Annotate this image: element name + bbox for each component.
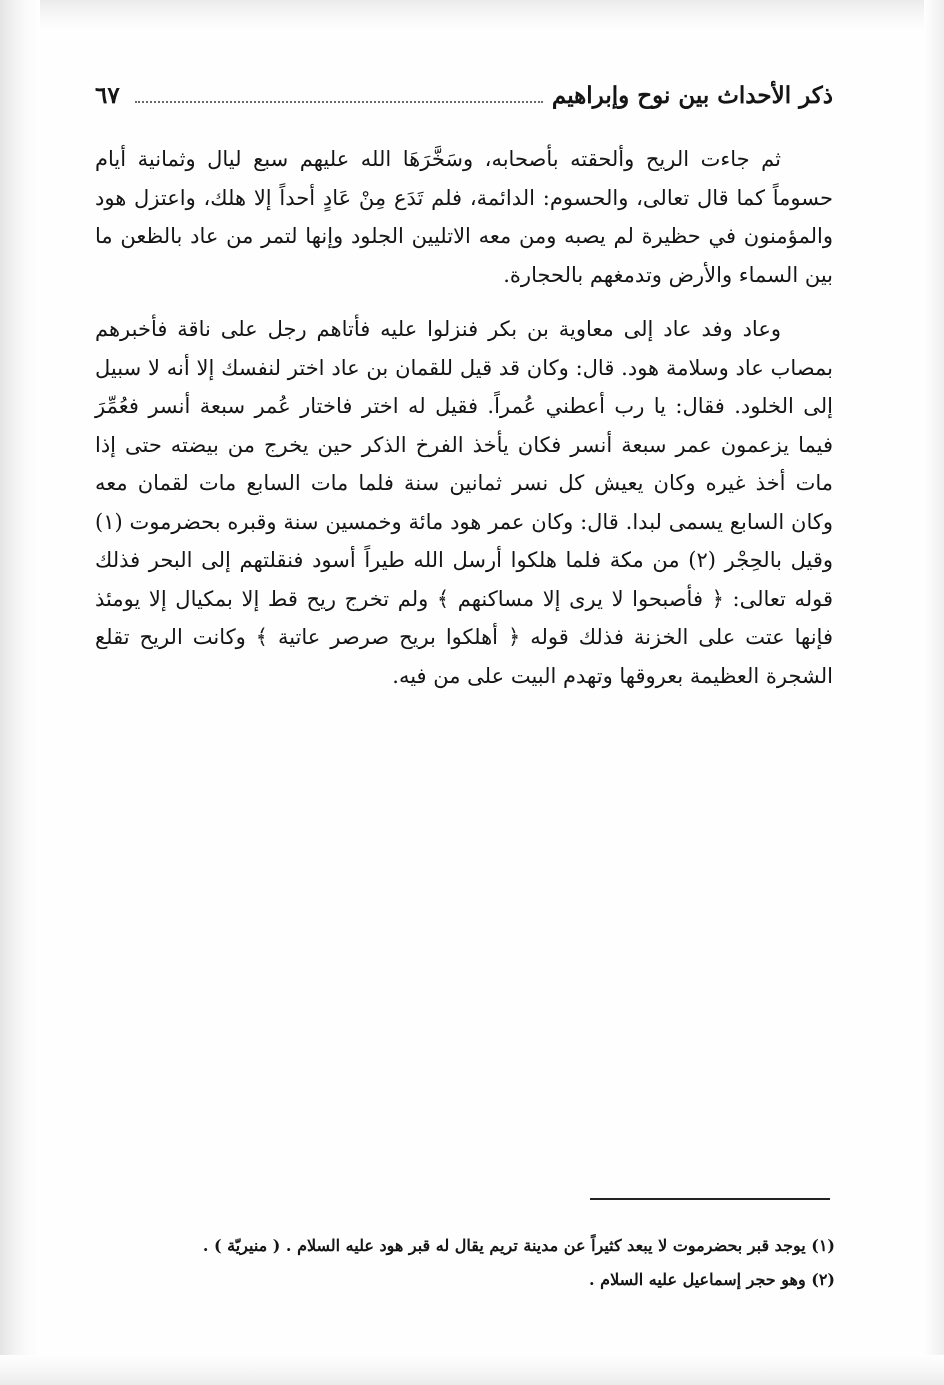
header-dotted-rule <box>135 101 543 103</box>
footnotes <box>95 1229 835 1297</box>
paragraph: ثم جاءت الريح وألحقته بأصحابه، وسَخَّرَهَا الله عليهم سبع ليال وثمانية أيام حسوماً كما قال تعالى، والحسوم: الدائمة، فلم تَدَع مِنْ عَادٍ أحداً إلا هلك، واعتزل هود والمؤمنون في حظيرة لم يصبه ومن معه الاتليين الجلود وإنها لتمر من عاد بالظعن ما بين السماء والأرض وتدمغهم بالحجارة. <box>95 147 833 287</box>
scan-edge-bottom <box>0 1355 944 1385</box>
paragraph: وعاد وفد عاد إلى معاوية بن بكر فنزلوا عليه فأتاهم رجل على ناقة فأخبرهم بمصاب عاد وسلامة هود. قال: وكان قد قيل للقمان بن عاد اختر لنفسك إلا أنه لا سبيل إلى الخلود. فقال: يا رب أعطني عُمراً. فقيل له اختر فاختار عُمر سبعة أنسر فعُمِّرَ فيما يزعمون عمر سبعة أنسر فكان يأخذ الفرخ الذكر حين يخرج من بيضته حتى إذا مات أخذ غيره وكان يعيش كل نسر ثمانين سنة فلما مات السابع مات لقمان معه وكان السابع يسمى لبدا. قال: وكان عمر هود مائة وخمسين سنة وقبره بحضرموت (١) وقيل بالحِجْر (٢) من مكة فلما هلكوا أرسل الله طيراً أسود فنقلتهم إلى البحر فذلك قوله تعالى: ﴿ فأصبحوا لا يرى إلا مساكنهم ﴾ ولم تخرج ريح قط إلا بمكيال إلا يومئذ فإنها عتت على الخزنة فذلك قوله ﴿ أهلكوا بريح صرصر عاتية ﴾ وكانت الريح تقلع الشجرة العظيمة بعروقها وتهدم البيت على من فيه. <box>95 317 833 688</box>
page-header <box>95 76 833 120</box>
footnote-separator <box>590 1198 830 1200</box>
scan-edge-top <box>0 0 944 30</box>
running-title: ذكر الأحداث بين نوح وإبراهيم <box>546 82 833 109</box>
scan-edge-right <box>924 0 944 1385</box>
page-number: ٦٧ <box>95 82 126 109</box>
scan-edge-left <box>0 0 40 1385</box>
footnote-1: (١) يوجد قبر بحضرموت لا يبعد كثيراً عن مدينة تريم يقال له قبر هود عليه السلام . ( منيريّة ) . <box>202 1236 835 1255</box>
main-text <box>95 140 833 695</box>
footnote-2: (٢) وهو حجر إسماعيل عليه السلام . <box>589 1270 835 1289</box>
